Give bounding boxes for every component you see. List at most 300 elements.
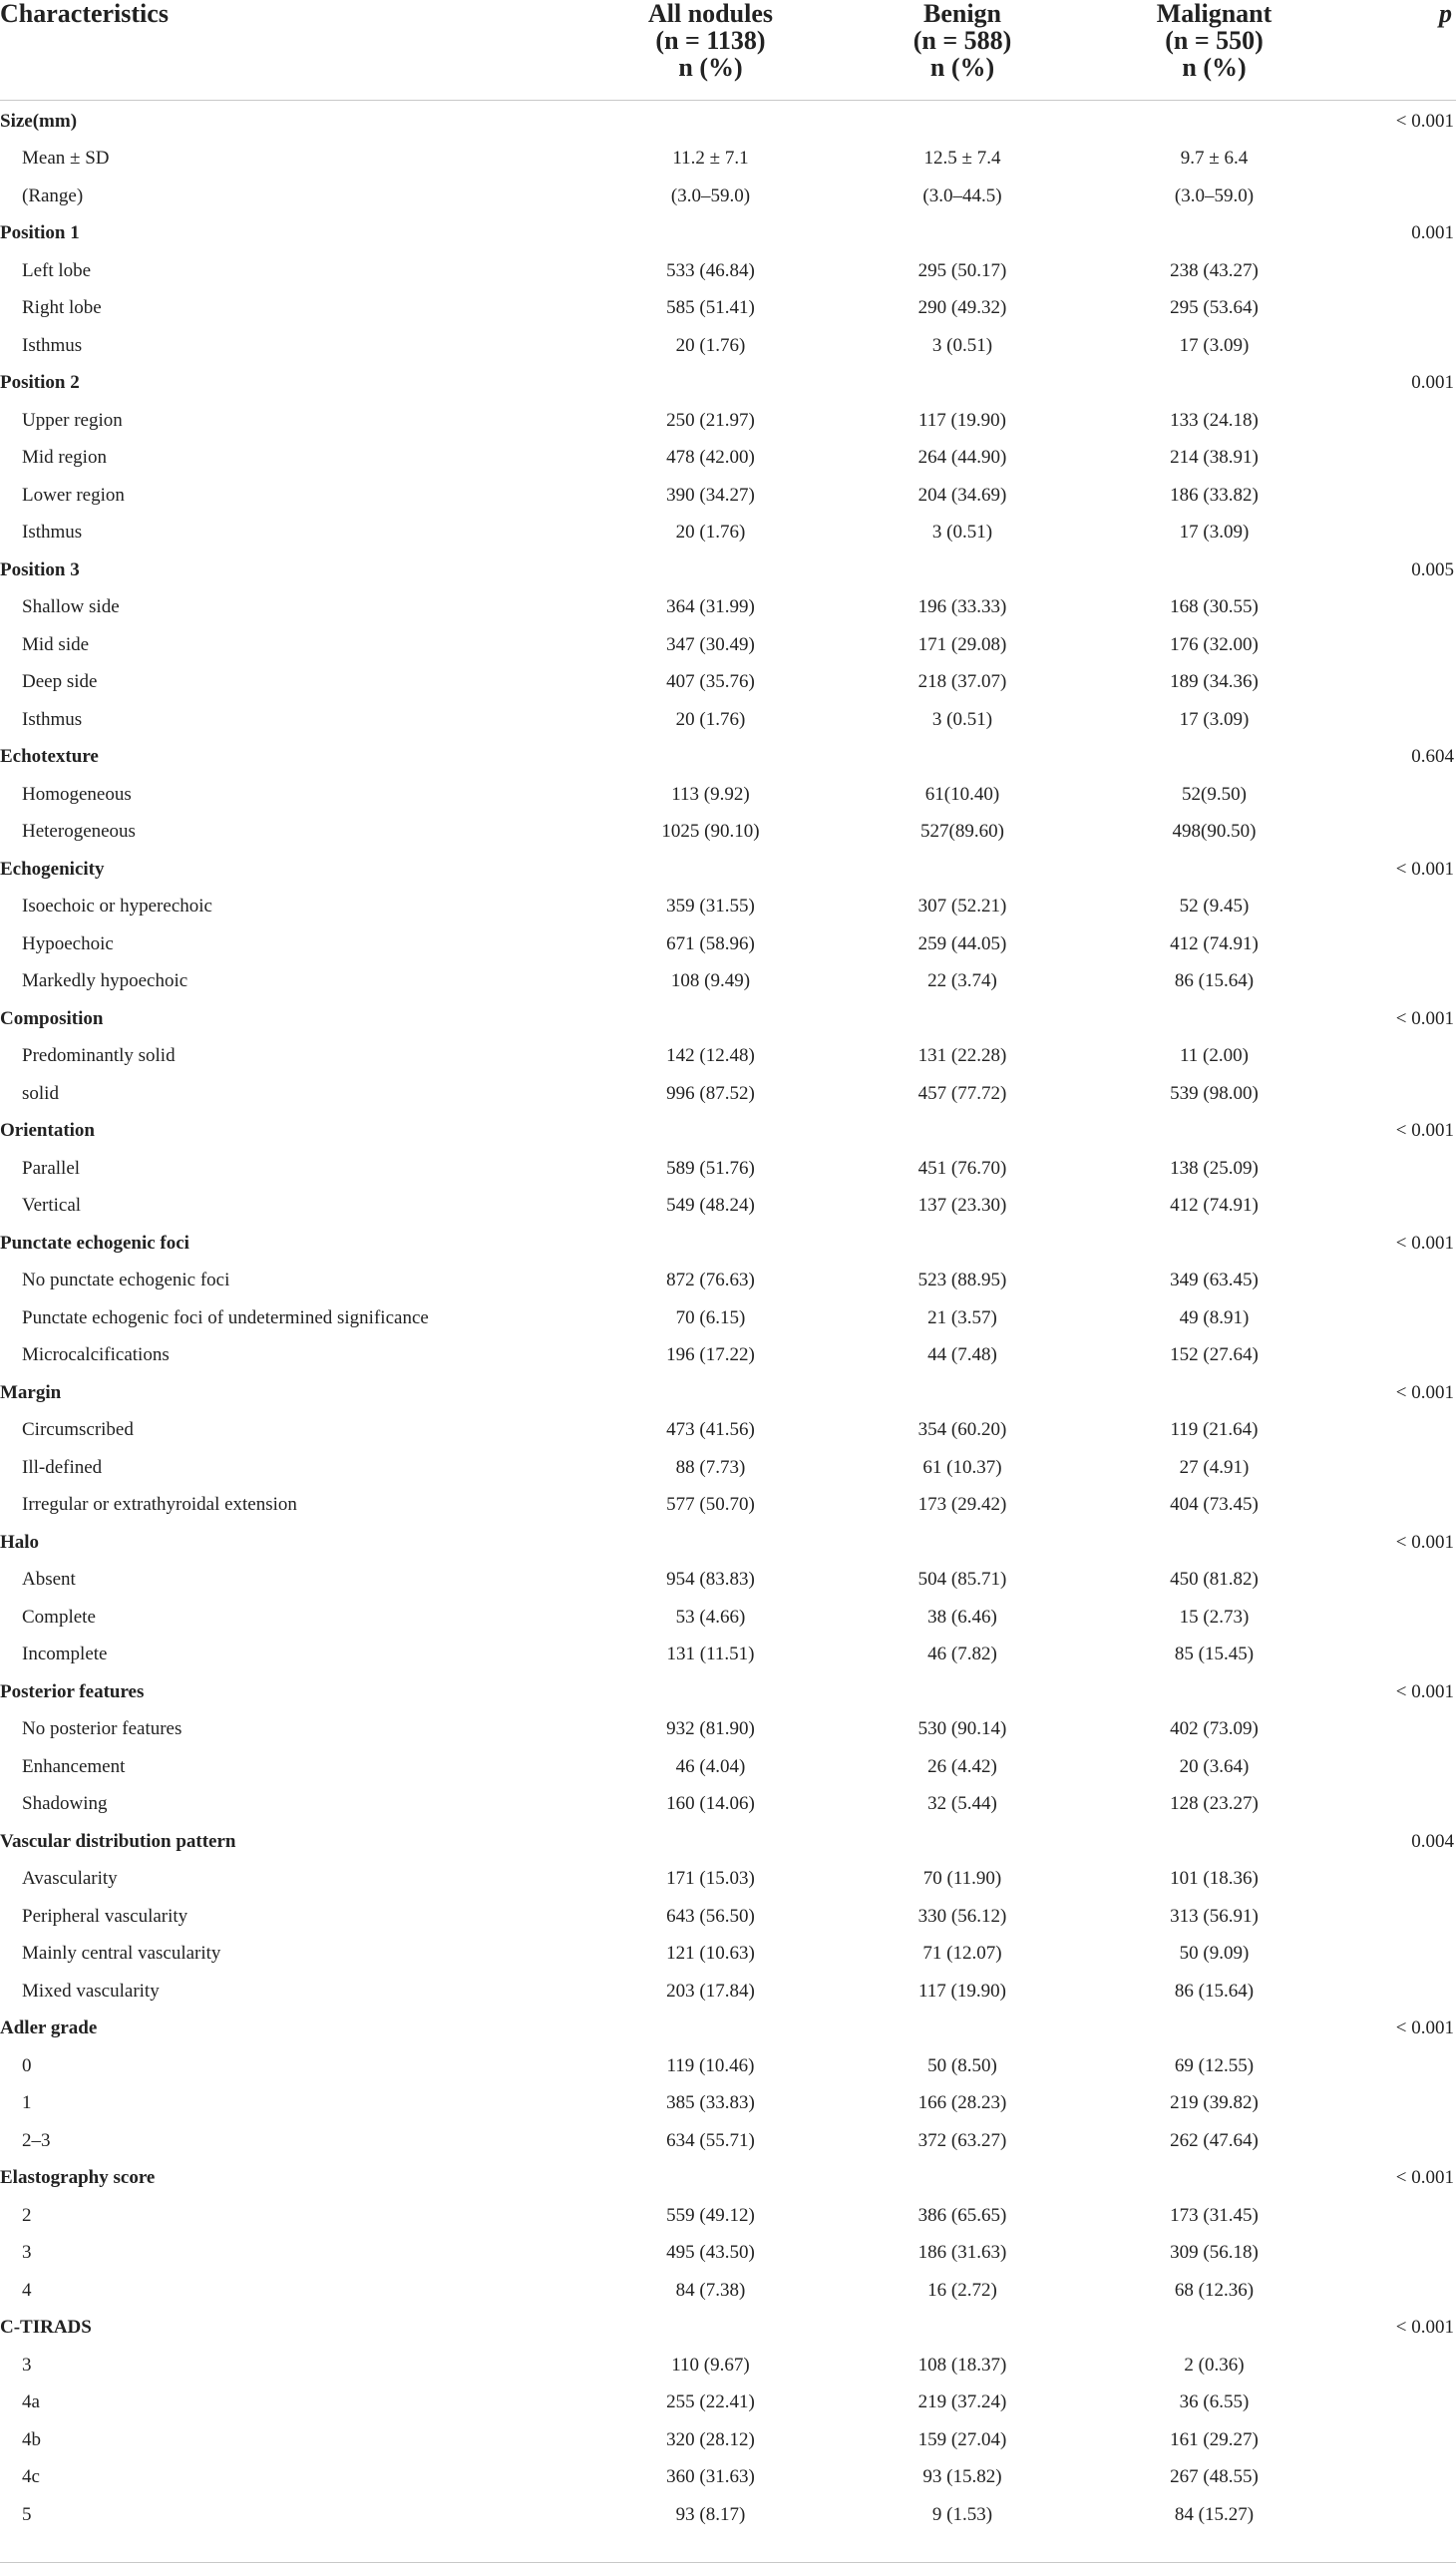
all-nodules-value: 250 (21.97): [666, 409, 755, 431]
cell-empty: [1341, 1860, 1456, 1898]
benign-value: 457 (77.72): [917, 1082, 1007, 1104]
p-value: < 0.001: [1395, 2017, 1454, 2038]
p-value: < 0.001: [1395, 1232, 1454, 1254]
cell-empty: [1087, 1524, 1341, 1562]
category-row: [0, 1374, 1456, 1412]
cell-empty: [1341, 1299, 1456, 1337]
benign-value: 131 (22.28): [917, 1045, 1007, 1066]
all-nodules-value: 113 (9.92): [671, 783, 750, 805]
all-nodules-value: 88 (7.73): [675, 1456, 746, 1478]
all-nodules-value: 1025 (90.10): [661, 821, 760, 842]
all-nodules-value: 171 (15.03): [666, 1868, 755, 1889]
cell-empty: [1087, 2309, 1341, 2347]
malignant-value: 404 (73.45): [1170, 1494, 1259, 1515]
row-label: Avascularity: [22, 1868, 118, 1889]
p-value: 0.001: [1411, 372, 1454, 393]
benign-value: 61(10.40): [924, 783, 1000, 805]
bottom-rule: [0, 2562, 1456, 2563]
cell-empty: [838, 1374, 1087, 1412]
cell-empty: [1087, 738, 1341, 776]
table-row: [0, 1973, 1456, 2011]
cell-empty: [583, 1000, 838, 1038]
row-label: Irregular or extrathyroidal extension: [22, 1494, 297, 1515]
cell-empty: [1341, 663, 1456, 701]
cell-empty: [583, 364, 838, 402]
cell-empty: [1341, 1898, 1456, 1936]
benign-value: 504 (85.71): [917, 1569, 1007, 1590]
p-value: < 0.001: [1395, 2317, 1454, 2338]
row-label: Mixed vascularity: [22, 1980, 160, 2002]
cell-empty: [838, 2010, 1087, 2047]
all-nodules-value: 643 (56.50): [666, 1905, 755, 1927]
category-label: Punctate echogenic foci: [0, 1232, 189, 1254]
category-label: Margin: [0, 1381, 62, 1403]
all-nodules-value: 70 (6.15): [675, 1306, 746, 1328]
cell-empty: [1341, 1748, 1456, 1786]
category-label: Orientation: [0, 1120, 95, 1141]
row-label: Isthmus: [22, 522, 83, 543]
all-nodules-value: 347 (30.49): [666, 633, 755, 655]
malignant-value: 86 (15.64): [1174, 1980, 1255, 2002]
malignant-value: 313 (56.91): [1170, 1905, 1259, 1927]
cell-empty: [1341, 1636, 1456, 1673]
all-nodules-value: (3.0–59.0): [670, 184, 751, 206]
row-label: Vertical: [22, 1195, 82, 1216]
benign-value: 290 (49.32): [917, 297, 1007, 318]
cell-empty: [838, 364, 1087, 402]
all-nodules-value: 359 (31.55): [666, 896, 755, 916]
cell-empty: [1087, 2010, 1341, 2047]
benign-value: 61 (10.37): [922, 1456, 1002, 1478]
malignant-value: 27 (4.91): [1179, 1456, 1250, 1478]
malignant-value: 68 (12.36): [1174, 2279, 1255, 2301]
cell-empty: [838, 214, 1087, 252]
benign-value: 32 (5.44): [927, 1793, 997, 1814]
cell-empty: [1087, 1374, 1341, 1412]
cell-empty: [1341, 402, 1456, 440]
benign-value: 204 (34.69): [917, 484, 1007, 506]
table-row: [0, 439, 1456, 477]
all-nodules-value: 473 (41.56): [666, 1419, 755, 1440]
row-label: Ill-defined: [22, 1456, 103, 1478]
all-nodules-value: 549 (48.24): [666, 1195, 755, 1216]
malignant-value: 173 (31.45): [1170, 2204, 1259, 2226]
p-value: < 0.001: [1395, 1680, 1454, 1702]
benign-value: 330 (56.12): [917, 1905, 1007, 1927]
cell-empty: [1341, 1187, 1456, 1225]
row-label: Circumscribed: [22, 1419, 134, 1440]
all-nodules-value: 671 (58.96): [666, 932, 755, 954]
all-nodules-value: 996 (87.52): [666, 1082, 755, 1104]
malignant-value: 69 (12.55): [1174, 2054, 1255, 2076]
malignant-value: 402 (73.09): [1170, 1718, 1259, 1739]
header-all-unit: n (%): [678, 53, 743, 82]
table-body: [0, 100, 1456, 2533]
header-benign-n: (n = 588): [912, 26, 1012, 55]
all-nodules-value: 93 (8.17): [675, 2503, 746, 2525]
benign-value: 196 (33.33): [917, 596, 1007, 617]
malignant-value: 295 (53.64): [1170, 297, 1259, 318]
category-row: [0, 1524, 1456, 1562]
cell-empty: [1087, 1112, 1341, 1150]
p-value: < 0.001: [1395, 1007, 1454, 1029]
all-nodules-value: 255 (22.41): [666, 2391, 755, 2412]
cell-empty: [1341, 962, 1456, 1000]
malignant-value: 412 (74.91): [1170, 932, 1259, 954]
cell-empty: [1341, 2458, 1456, 2496]
row-label: Microcalcifications: [22, 1344, 170, 1365]
benign-value: 3 (0.51): [931, 522, 993, 543]
all-nodules-value: 20 (1.76): [675, 708, 746, 730]
malignant-value: 349 (63.45): [1170, 1270, 1259, 1290]
table-row: [0, 1486, 1456, 1524]
cell-empty: [838, 1225, 1087, 1263]
row-label: Mid region: [22, 447, 107, 468]
category-label: Halo: [0, 1531, 40, 1553]
p-value: 0.005: [1411, 558, 1454, 580]
category-row: [0, 1112, 1456, 1150]
cell-empty: [1341, 2347, 1456, 2384]
malignant-value: 152 (27.64): [1170, 1344, 1259, 1365]
cell-empty: [1341, 2383, 1456, 2421]
malignant-value: 219 (39.82): [1170, 2092, 1259, 2113]
all-nodules-value: 160 (14.06): [666, 1793, 755, 1814]
p-value: 0.001: [1411, 222, 1454, 243]
row-label: 4b: [22, 2428, 41, 2450]
category-row: [0, 2010, 1456, 2047]
cell-empty: [1341, 477, 1456, 515]
p-value: < 0.001: [1395, 1120, 1454, 1141]
category-row: [0, 2159, 1456, 2197]
benign-value: 108 (18.37): [917, 2354, 1007, 2376]
all-nodules-value: 954 (83.83): [666, 1569, 755, 1590]
p-value: < 0.001: [1395, 1381, 1454, 1403]
malignant-value: 9.7 ± 6.4: [1180, 148, 1249, 169]
all-nodules-value: 634 (55.71): [666, 2129, 755, 2151]
all-nodules-value: 360 (31.63): [666, 2466, 755, 2487]
cell-empty: [1087, 214, 1341, 252]
cell-empty: [1087, 851, 1341, 889]
table-row: [0, 663, 1456, 701]
benign-value: 93 (15.82): [922, 2466, 1002, 2487]
benign-value: 372 (63.27): [917, 2129, 1007, 2151]
cell-empty: [1087, 1000, 1341, 1038]
category-label: Size(mm): [0, 110, 78, 132]
benign-value: 159 (27.04): [917, 2428, 1007, 2450]
table-row: [0, 1710, 1456, 1748]
benign-value: 173 (29.42): [917, 1494, 1007, 1515]
row-label: Peripheral vascularity: [22, 1905, 188, 1927]
header-benign: [838, 0, 1087, 100]
header-characteristics: Characteristics: [0, 0, 583, 100]
cell-empty: [838, 1000, 1087, 1038]
all-nodules-value: 46 (4.04): [675, 1755, 746, 1777]
table-header: [0, 0, 1456, 100]
cell-empty: [1341, 140, 1456, 178]
all-nodules-value: 196 (17.22): [666, 1344, 755, 1365]
cell-empty: [1087, 1673, 1341, 1711]
row-label: 4: [22, 2279, 32, 2301]
benign-value: 22 (3.74): [927, 970, 997, 991]
cell-empty: [583, 851, 838, 889]
category-label: Position 2: [0, 372, 80, 393]
cell-empty: [1341, 1336, 1456, 1374]
row-label: Complete: [22, 1606, 96, 1628]
category-row: [0, 851, 1456, 889]
benign-value: 527(89.60): [920, 821, 1004, 842]
cell-empty: [1341, 2496, 1456, 2534]
row-label: Deep side: [22, 671, 98, 692]
benign-value: 117 (19.90): [918, 409, 1006, 431]
all-nodules-value: 577 (50.70): [666, 1494, 755, 1515]
all-nodules-value: 495 (43.50): [666, 2242, 755, 2263]
all-nodules-value: 142 (12.48): [666, 1045, 755, 1066]
cell-empty: [1341, 2197, 1456, 2235]
category-row: [0, 1000, 1456, 1038]
cell-empty: [1341, 1262, 1456, 1299]
all-nodules-value: 11.2 ± 7.1: [672, 148, 749, 169]
benign-value: 3 (0.51): [931, 334, 993, 356]
table-row: [0, 514, 1456, 551]
benign-value: 46 (7.82): [927, 1644, 997, 1664]
cell-empty: [583, 2010, 838, 2047]
cell-empty: [1341, 289, 1456, 327]
cell-empty: [1341, 1411, 1456, 1449]
benign-value: (3.0–44.5): [922, 184, 1002, 206]
benign-value: 354 (60.20): [917, 1419, 1007, 1440]
cell-empty: [1341, 514, 1456, 551]
table-row: [0, 2383, 1456, 2421]
cell-empty: [1341, 626, 1456, 664]
malignant-value: 128 (23.27): [1170, 1793, 1259, 1814]
malignant-value: 168 (30.55): [1170, 596, 1259, 617]
table-row: [0, 1636, 1456, 1673]
benign-value: 21 (3.57): [927, 1306, 997, 1328]
cell-empty: [1087, 100, 1341, 140]
benign-value: 38 (6.46): [927, 1606, 997, 1628]
all-nodules-value: 478 (42.00): [666, 447, 755, 468]
row-label: 5: [22, 2503, 32, 2525]
table-row: [0, 1187, 1456, 1225]
category-label: Position 1: [0, 222, 80, 243]
category-row: [0, 551, 1456, 589]
benign-value: 26 (4.42): [927, 1755, 997, 1777]
cell-empty: [1341, 2122, 1456, 2160]
all-nodules-value: 203 (17.84): [666, 1980, 755, 2002]
table-row: [0, 2084, 1456, 2122]
header-malignant-unit: n (%): [1182, 53, 1247, 82]
cell-empty: [583, 214, 838, 252]
benign-value: 137 (23.30): [917, 1195, 1007, 1216]
table-row: [0, 477, 1456, 515]
table-row: [0, 1748, 1456, 1786]
all-nodules-value: 119 (10.46): [666, 2054, 755, 2076]
category-row: [0, 1673, 1456, 1711]
benign-value: 71 (12.07): [922, 1943, 1002, 1964]
category-label: Composition: [0, 1007, 104, 1029]
malignant-value: 412 (74.91): [1170, 1195, 1259, 1216]
benign-value: 12.5 ± 7.4: [923, 148, 1001, 169]
all-nodules-value: 559 (49.12): [666, 2204, 755, 2226]
cell-empty: [583, 2159, 838, 2197]
category-label: Echogenicity: [0, 858, 105, 880]
row-label: 4c: [22, 2466, 40, 2487]
cell-empty: [583, 551, 838, 589]
cell-empty: [583, 1112, 838, 1150]
malignant-value: 2 (0.36): [1184, 2354, 1245, 2376]
row-label: 1: [22, 2092, 32, 2113]
benign-value: 186 (31.63): [917, 2242, 1007, 2263]
header-all-n: (n = 1138): [655, 26, 766, 55]
row-label: Mainly central vascularity: [22, 1943, 221, 1964]
table-row: [0, 588, 1456, 626]
malignant-value: 189 (34.36): [1170, 671, 1259, 692]
all-nodules-value: 53 (4.66): [675, 1606, 746, 1628]
benign-value: 530 (90.14): [917, 1718, 1007, 1739]
category-label: Posterior features: [0, 1680, 145, 1702]
row-label: Right lobe: [22, 297, 102, 318]
all-nodules-value: 121 (10.63): [666, 1943, 755, 1964]
cell-empty: [1341, 2084, 1456, 2122]
category-row: [0, 1823, 1456, 1861]
malignant-value: (3.0–59.0): [1174, 184, 1255, 206]
table-row: [0, 1336, 1456, 1374]
row-label: 0: [22, 2054, 32, 2076]
malignant-value: 161 (29.27): [1170, 2428, 1259, 2450]
table-row: [0, 289, 1456, 327]
malignant-value: 498(90.50): [1172, 821, 1257, 842]
cell-empty: [1341, 1037, 1456, 1075]
all-nodules-value: 385 (33.83): [666, 2092, 755, 2113]
malignant-value: 20 (3.64): [1179, 1755, 1250, 1777]
benign-value: 386 (65.65): [917, 2204, 1007, 2226]
cell-empty: [1341, 1449, 1456, 1487]
row-label: Punctate echogenic foci of undetermined significance: [22, 1306, 429, 1328]
cell-empty: [1341, 2272, 1456, 2310]
benign-value: 523 (88.95): [917, 1270, 1007, 1290]
table-row: [0, 2234, 1456, 2272]
benign-value: 117 (19.90): [918, 1980, 1006, 2002]
table-row: [0, 1075, 1456, 1113]
row-label: 3: [22, 2242, 32, 2263]
category-row: [0, 100, 1456, 140]
row-label: Shallow side: [22, 596, 120, 617]
header-malignant-title: Malignant: [1156, 0, 1273, 28]
malignant-value: 186 (33.82): [1170, 484, 1259, 506]
header-malignant: [1087, 0, 1341, 100]
malignant-value: 176 (32.00): [1170, 633, 1259, 655]
row-label: Isoechoic or hyperechoic: [22, 896, 212, 916]
malignant-value: 84 (15.27): [1174, 2503, 1255, 2525]
cell-empty: [1341, 327, 1456, 365]
benign-value: 171 (29.08): [917, 633, 1007, 655]
table-row: [0, 252, 1456, 290]
category-label: Adler grade: [0, 2017, 98, 2038]
table-row: [0, 2496, 1456, 2534]
cell-empty: [1341, 813, 1456, 851]
cell-empty: [1087, 1823, 1341, 1861]
table-row: [0, 925, 1456, 963]
cell-empty: [838, 551, 1087, 589]
malignant-value: 119 (21.64): [1170, 1419, 1259, 1440]
table-row: [0, 1860, 1456, 1898]
all-nodules-value: 108 (9.49): [670, 970, 751, 991]
cell-empty: [838, 1823, 1087, 1861]
cell-empty: [1341, 1486, 1456, 1524]
row-label: 2: [22, 2204, 32, 2226]
benign-value: 9 (1.53): [931, 2503, 993, 2525]
cell-empty: [838, 100, 1087, 140]
malignant-value: 86 (15.64): [1174, 970, 1255, 991]
malignant-value: 52(9.50): [1182, 783, 1247, 805]
p-value: 0.004: [1411, 1830, 1454, 1852]
cell-empty: [583, 1823, 838, 1861]
all-nodules-value: 390 (34.27): [666, 484, 755, 506]
category-row: [0, 364, 1456, 402]
cell-empty: [1341, 1075, 1456, 1113]
malignant-value: 50 (9.09): [1179, 1943, 1250, 1964]
cell-empty: [838, 1673, 1087, 1711]
table-row: [0, 2347, 1456, 2384]
cell-empty: [1341, 2421, 1456, 2459]
row-label: Enhancement: [22, 1755, 126, 1777]
table-row: [0, 776, 1456, 814]
cell-empty: [1087, 364, 1341, 402]
benign-value: 219 (37.24): [917, 2391, 1007, 2412]
p-value: < 0.001: [1395, 858, 1454, 880]
table-row: [0, 1561, 1456, 1599]
all-nodules-value: 585 (51.41): [666, 297, 755, 318]
malignant-value: 15 (2.73): [1179, 1606, 1250, 1628]
all-nodules-value: 20 (1.76): [675, 522, 746, 543]
cell-empty: [1341, 1785, 1456, 1823]
table-row: [0, 1150, 1456, 1188]
cell-empty: [1087, 2159, 1341, 2197]
cell-empty: [1341, 925, 1456, 963]
category-row: [0, 214, 1456, 252]
cell-empty: [1341, 1935, 1456, 1973]
cell-empty: [1341, 701, 1456, 739]
row-label: Parallel: [22, 1157, 81, 1179]
cell-empty: [1341, 776, 1456, 814]
row-label: Lower region: [22, 484, 125, 506]
row-label: Mean ± SD: [22, 148, 110, 169]
malignant-value: 52 (9.45): [1179, 896, 1250, 916]
table-row: [0, 1785, 1456, 1823]
cell-empty: [1341, 1710, 1456, 1748]
table-row: [0, 626, 1456, 664]
cell-empty: [1341, 2234, 1456, 2272]
category-row: [0, 1225, 1456, 1263]
category-label: Echotexture: [0, 746, 99, 767]
table-row: [0, 178, 1456, 215]
cell-empty: [1341, 588, 1456, 626]
row-label: Absent: [22, 1569, 76, 1590]
p-value: 0.604: [1411, 746, 1454, 767]
malignant-value: 309 (56.18): [1170, 2242, 1259, 2263]
table-row: [0, 1411, 1456, 1449]
category-label: Vascular distribution pattern: [0, 1830, 236, 1852]
table-row: [0, 1262, 1456, 1299]
row-label: Incomplete: [22, 1644, 108, 1664]
cell-empty: [1087, 551, 1341, 589]
benign-value: 70 (11.90): [922, 1868, 1002, 1889]
table-row: [0, 2122, 1456, 2160]
all-nodules-value: 320 (28.12): [666, 2428, 755, 2450]
table-row: [0, 2047, 1456, 2085]
row-label: Hypoechoic: [22, 932, 114, 954]
table-row: [0, 888, 1456, 925]
